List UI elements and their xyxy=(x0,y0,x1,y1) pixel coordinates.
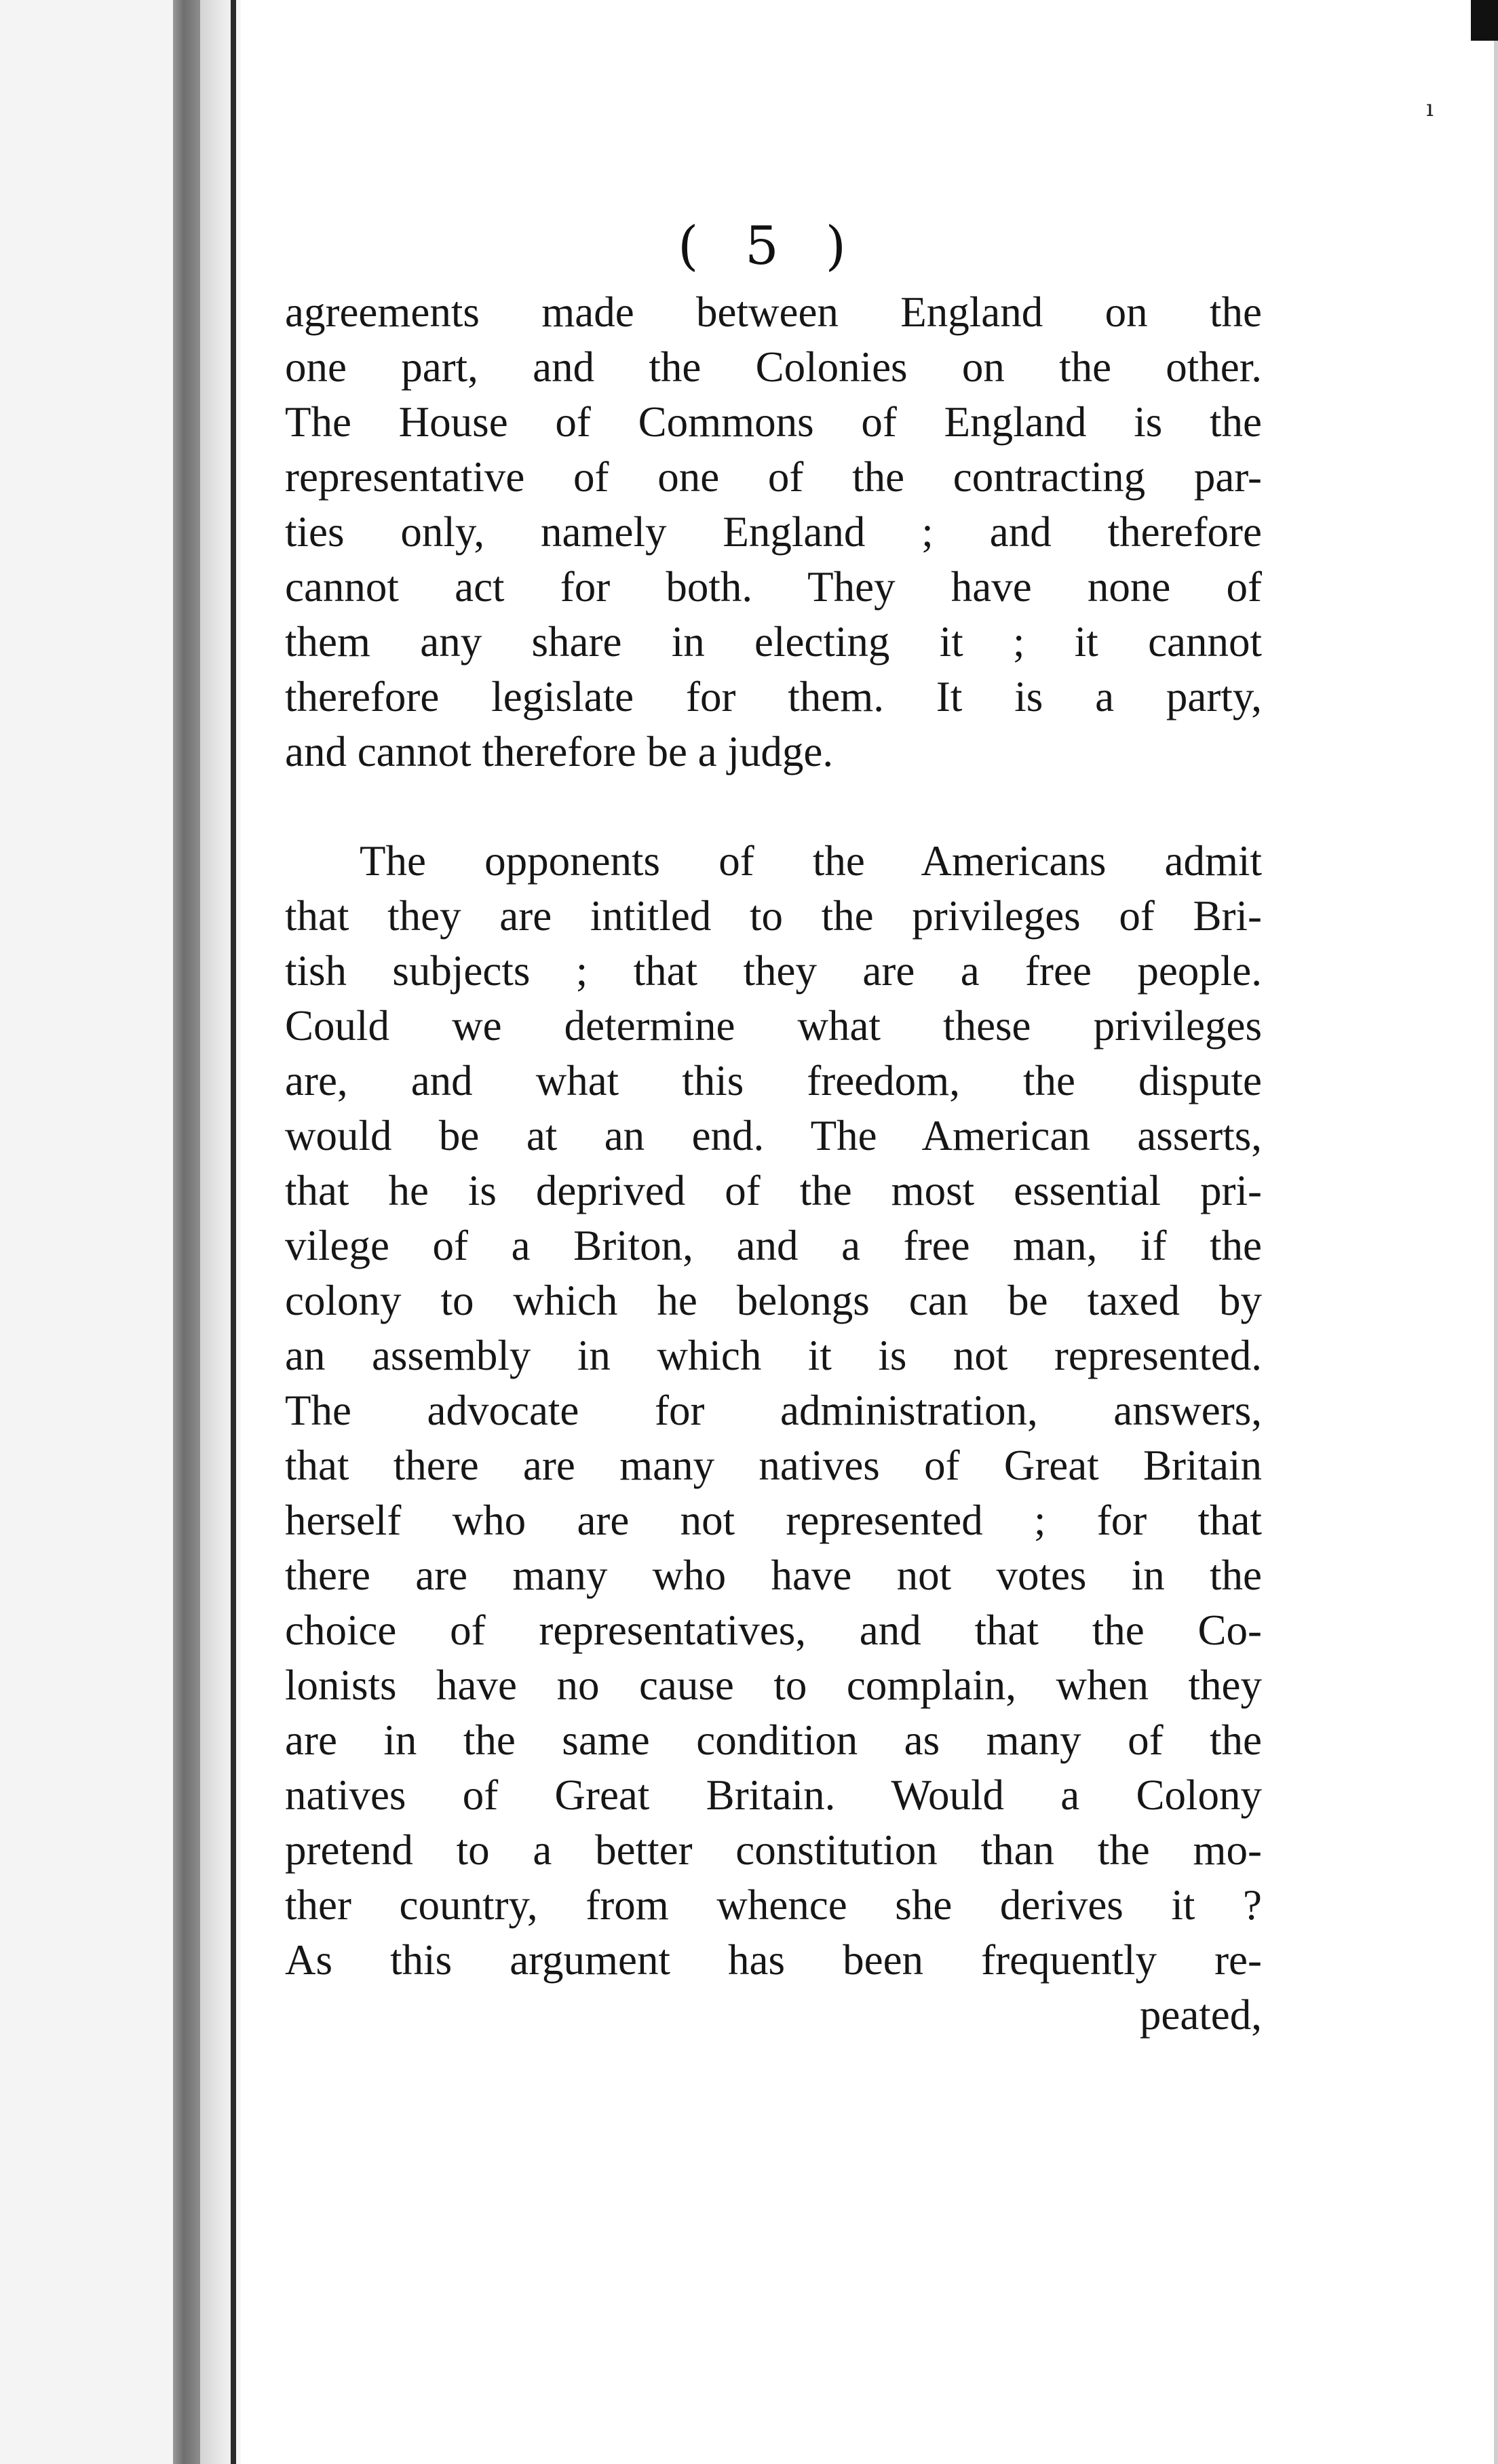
catchword: peated, xyxy=(1139,1991,1262,2039)
text-line: vilege of a Briton, and a free man, if the xyxy=(285,1222,1262,1269)
text-line: agreements made between England on the xyxy=(285,288,1262,336)
paragraph-2 xyxy=(285,834,1262,1988)
text-line: an assembly in which it is not represented. xyxy=(285,1332,1262,1379)
page-edge-line xyxy=(231,0,236,2464)
paragraph-1 xyxy=(285,285,1262,779)
text-line: ther country, from whence she derives it ? xyxy=(285,1881,1262,1929)
text-line: that there are many natives of Great Britain xyxy=(285,1442,1262,1489)
right-page-edge xyxy=(1494,41,1498,2464)
text-line: The advocate for administration, answers, xyxy=(285,1387,1262,1434)
text-line: therefore legislate for them. It is a party, xyxy=(285,673,1262,720)
scan-corner xyxy=(1471,0,1498,41)
text-line: cannot act for both. They have none of xyxy=(285,563,1262,611)
text-line: them any share in electing it ; it cannot xyxy=(285,618,1262,666)
text-line: The opponents of the Americans admit xyxy=(360,837,1262,885)
text-line: one part, and the Colonies on the other. xyxy=(285,343,1262,391)
text-line: representative of one of the contracting par- xyxy=(285,453,1262,501)
facing-page-edge xyxy=(0,0,173,2464)
text-line: natives of Great Britain. Would a Colony xyxy=(285,1771,1262,1819)
text-line: and cannot therefore be a judge. xyxy=(285,728,834,775)
text-line: that he is deprived of the most essential pri- xyxy=(285,1167,1262,1214)
text-line: ties only, namely England ; and therefore xyxy=(285,508,1262,556)
text-line: are in the same condition as many of the xyxy=(285,1716,1262,1764)
text-line: there are many who have not votes in the xyxy=(285,1552,1262,1599)
text-line: would be at an end. The American asserts, xyxy=(285,1112,1262,1159)
paragraph-gap xyxy=(285,779,1262,834)
text-line: that they are intitled to the privileges of Bri- xyxy=(285,892,1262,940)
text-line: Could we determine what these privileges xyxy=(285,1002,1262,1050)
stray-ink-mark: ı xyxy=(1426,95,1434,122)
text-line: pretend to a better constitution than the mo- xyxy=(285,1826,1262,1874)
binding-shadow xyxy=(173,0,200,2464)
text-line: As this argument has been frequently re- xyxy=(285,1936,1262,1984)
text-line: tish subjects ; that they are a free people. xyxy=(285,947,1262,995)
text-line: The House of Commons of England is the xyxy=(285,398,1262,446)
text-line: colony to which he belongs can be taxed by xyxy=(285,1277,1262,1324)
text-line: herself who are not represented ; for that xyxy=(285,1497,1262,1544)
text-line: are, and what this freedom, the dispute xyxy=(285,1057,1262,1104)
text-line: lonists have no cause to complain, when they xyxy=(285,1661,1262,1709)
body-text xyxy=(285,285,1262,2043)
page-number: ( 5 ) xyxy=(677,216,862,277)
text-line: choice of representatives, and that the Co- xyxy=(285,1606,1262,1654)
